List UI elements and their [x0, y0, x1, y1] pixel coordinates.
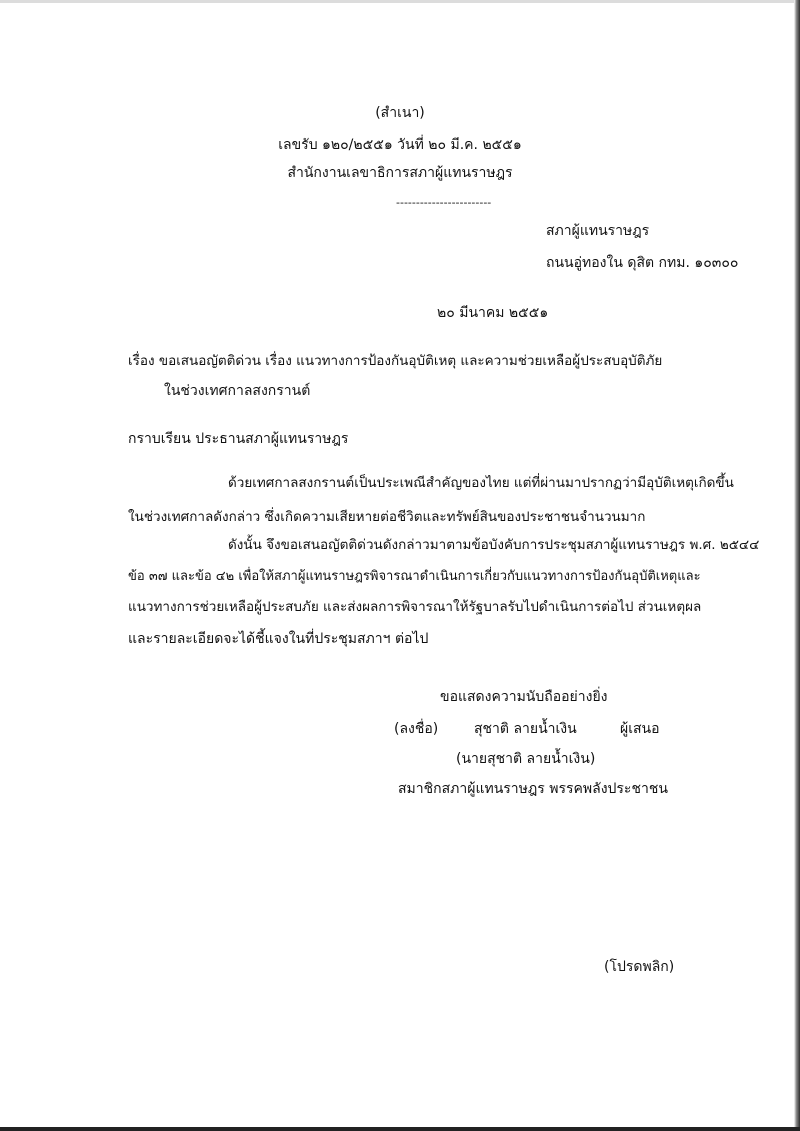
- signer-full-name: (นายสุชาติ ลายน้ำเงิน): [456, 751, 596, 767]
- body-p2-line1: ดังนั้น จึงขอเสนอญัตติด่วนดังกล่าวมาตามข้อบังคับการประชุมสภาผู้แทนราษฎร พ.ศ. ๒๕๔๔: [228, 537, 760, 553]
- signer-role: ผู้เสนอ: [620, 721, 660, 737]
- sender-address-line1: สภาผู้แทนราษฎร: [546, 223, 650, 239]
- sign-prefix: (ลงชื่อ): [394, 721, 439, 737]
- turn-over-note: (โปรดพลิก): [604, 959, 675, 975]
- signer-position: สมาชิกสภาผู้แทนราษฎร พรรคพลังประชาชน: [398, 781, 668, 797]
- scan-right-edge: [794, 0, 800, 1131]
- subject-line1: เรื่อง ขอเสนอญัตติด่วน เรื่อง แนวทางการป้องกันอุบัติเหตุ และความช่วยเหลือผู้ประสบอุบัติภัย: [128, 353, 663, 369]
- body-p2-line2: ข้อ ๓๗ และข้อ ๔๒ เพื่อให้สภาผู้แทนราษฎรพิจารณาดำเนินการเกี่ยวกับแนวทางการป้องกันอุบัติเหตุและ: [128, 569, 701, 584]
- signature-name: สุชาติ ลายน้ำเงิน: [474, 721, 577, 737]
- separator-line: ------------------------: [396, 196, 492, 209]
- salutation: กราบเรียน ประธานสภาผู้แทนราษฎร: [128, 431, 349, 447]
- office-name: สำนักงานเลขาธิการสภาผู้แทนราษฎร: [287, 165, 513, 181]
- scan-top-edge: [0, 0, 800, 3]
- body-p1-line1: ด้วยเทศกาลสงกรานต์เป็นประเพณีสำคัญของไทย แต่ที่ผ่านมาปรากฏว่ามีอุบัติเหตุเกิดขึ้น: [228, 475, 734, 491]
- copy-mark: (สำเนา): [375, 105, 425, 121]
- body-p1-line2: ในช่วงเทศกาลดังกล่าว ซึ่งเกิดความเสียหายต่อชีวิตและทรัพย์สินของประชาชนจำนวนมาก: [128, 509, 646, 525]
- receipt-number: เลขรับ ๑๒๐/๒๕๕๑ วันที่ ๒๐ มี.ค. ๒๕๕๑: [278, 137, 522, 153]
- sender-address-line2: ถนนอู่ทองใน ดุสิต กทม. ๑๐๓๐๐: [546, 255, 739, 271]
- scan-bottom-edge: [0, 1127, 800, 1131]
- body-p2-line4: และรายละเอียดจะได้ชี้แจงในที่ประชุมสภาฯ ต่อไป: [128, 631, 429, 647]
- subject-line2: ในช่วงเทศกาลสงกรานต์: [164, 383, 311, 399]
- body-p2-line3: แนวทางการช่วยเหลือผู้ประสบภัย และส่งผลการพิจารณาให้รัฐบาลรับไปดำเนินการต่อไป ส่วนเหตุผล: [128, 599, 702, 615]
- letter-date: ๒๐ มีนาคม ๒๕๕๑: [437, 305, 549, 321]
- closing-regards: ขอแสดงความนับถืออย่างยิ่ง: [440, 689, 608, 705]
